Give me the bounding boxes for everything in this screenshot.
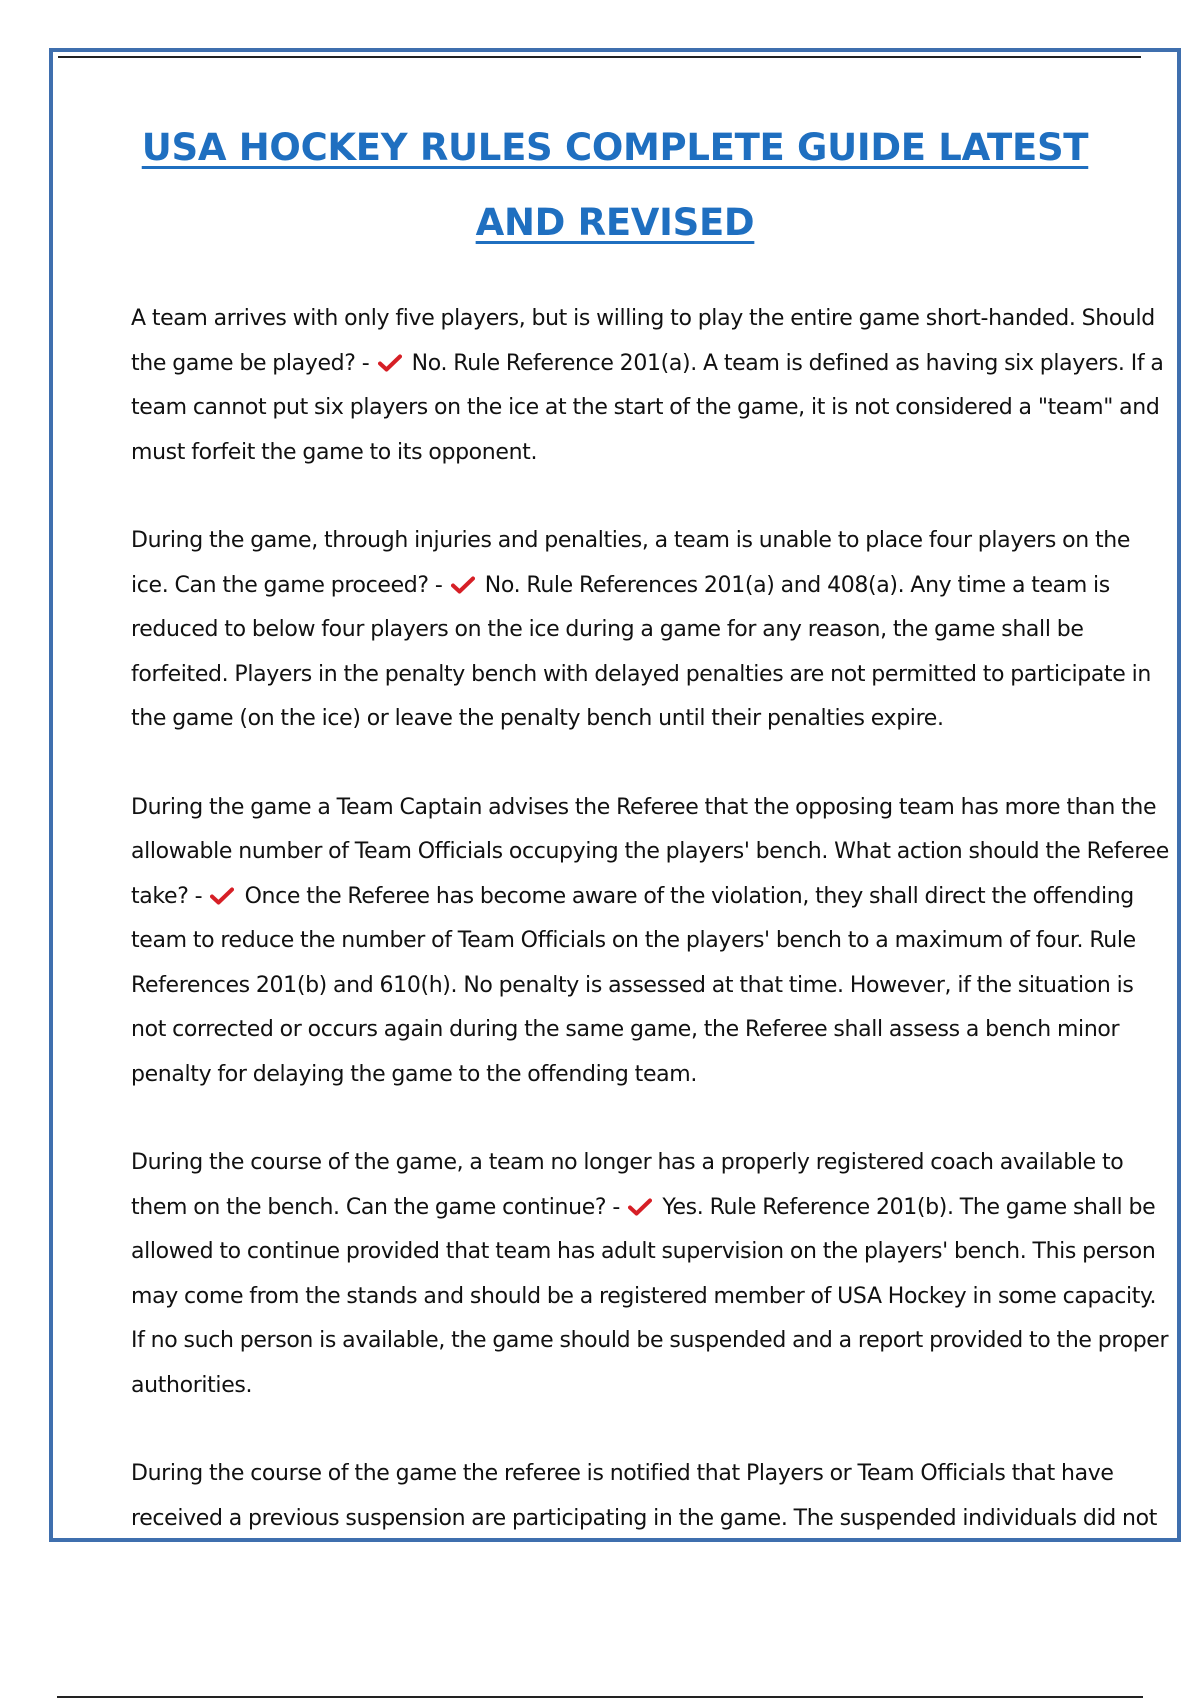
qa-item-4 — [131, 1141, 1171, 1408]
top-rule — [58, 56, 1141, 58]
red-checkmark-icon — [378, 354, 402, 372]
red-checkmark-icon — [210, 887, 234, 905]
question-text: During the game a Team Captain advises the Referee that the opposing team has more than the allowable number of Team Officials occupying the players' bench. What action should the Referee take? - — [131, 794, 1169, 909]
document-body — [131, 297, 1171, 1585]
qa-item-5 — [131, 1452, 1171, 1541]
red-checkmark-icon — [628, 1198, 652, 1216]
qa-item-2 — [131, 519, 1171, 742]
question-text: A team arrives with only five players, but is willing to play the entire game short-handed. Should the game be played? - — [131, 306, 1155, 376]
question-text: During the course of the game the referee is notified that Players or Team Officials that have received a previous suspension are participating in the game. The suspended individuals did not — [131, 1461, 1158, 1531]
red-checkmark-icon — [451, 576, 475, 594]
answer-text: No. Rule Reference 201(a). A team is defined as having six players. If a team cannot put six players on the ice at the start of the game, it is not considered a "team" and must forfeit the game to its opponent. — [131, 350, 1164, 465]
question-text: During the course of the game, a team no longer has a properly registered coach available to them on the bench. Can the game continue? - — [131, 1150, 1124, 1220]
question-text: During the game, through injuries and penalties, a team is unable to place four players on the ice. Can the game proceed? - — [131, 528, 1131, 598]
answer-text: Yes. Rule Reference 201(b). The game shall be allowed to continue provided that team has adult supervision on the players' bench. This person may come from the stands and should be a registered member of USA Hockey in some capacity. If no such person is available, the game should be suspended and a report provided to the proper authorities. — [131, 1194, 1169, 1398]
qa-item-3 — [131, 786, 1171, 1098]
answer-text: No. Rule References 201(a) and 408(a). Any time a team is reduced to below four players on the ice during a game for any reason, the game shall be forfeited. Players in the penalty bench with delayed penalties are not permitted to participate in the game (on the ice) or leave the penalty bench until their penalties expire. — [131, 572, 1151, 731]
page-frame — [49, 48, 1181, 1542]
document-title: USA HOCKEY RULES COMPLETE GUIDE LATEST AND REVISED — [141, 126, 1089, 244]
bottom-rule — [57, 1696, 1143, 1698]
qa-item-1 — [131, 297, 1171, 475]
answer-text: Once the Referee has become aware of the violation, they shall direct the offending team to reduce the number of Team Officials on the players' bench to a maximum of four. Rule References 201(b) and 610(h). No penalty is assessed at that time. However, if the situation is not corrected or occurs again during the same game, the Referee shall assess a bench minor penalty for delaying the game to the offending team. — [131, 883, 1136, 1087]
